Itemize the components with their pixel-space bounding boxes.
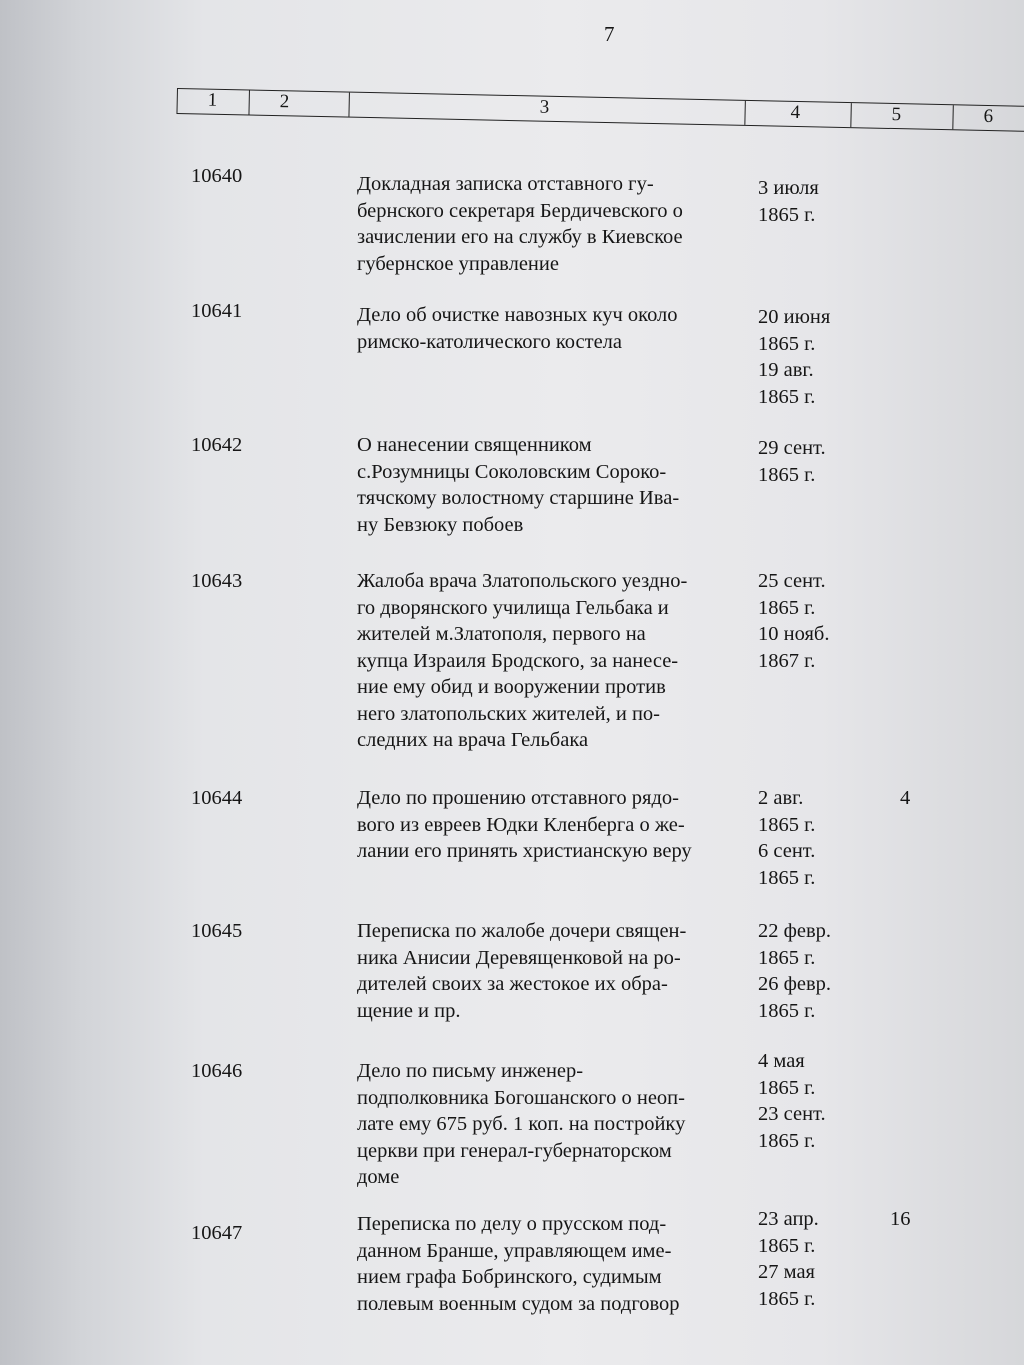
date-line: 1865 г. <box>758 463 816 486</box>
date-line: 20 июня <box>758 306 831 328</box>
date-line: 1865 г. <box>758 596 816 619</box>
record-description <box>357 432 742 538</box>
date-line: 1865 г. <box>758 813 816 836</box>
date-line: 23 сент. <box>758 1103 826 1125</box>
header-col-6: 6 <box>983 105 994 128</box>
header-col-1: 1 <box>177 89 249 115</box>
record-description <box>357 785 742 865</box>
description-line: лании его принять христианскую веру <box>357 840 692 862</box>
description-line: Дело по прошению отставного рядо- <box>357 787 679 809</box>
date-line: 1865 г. <box>758 999 816 1022</box>
header-col-5: 5 <box>851 103 953 129</box>
date-line: 26 февр. <box>758 973 832 995</box>
header-col-2: 2 <box>249 91 349 117</box>
record-number: 10647 <box>191 1222 243 1244</box>
description-line: нием графа Бобринского, судимым <box>357 1266 662 1288</box>
record-dates <box>758 1206 858 1312</box>
description-line: бернского секретаря Бердичевского о <box>357 199 683 222</box>
description-line: Переписка по жалобе дочери священ- <box>357 920 687 942</box>
record-number: 10641 <box>191 300 243 322</box>
description-line: с.Розумницы Соколовским Сороко- <box>357 460 667 483</box>
record-extra: 16 <box>890 1208 911 1230</box>
description-line: следних на врача Гельбака <box>357 729 589 751</box>
date-line: 1865 г. <box>758 332 816 355</box>
record-description <box>357 302 742 355</box>
description-line: вого из евреев Юдки Кленберга о же- <box>357 813 685 836</box>
description-line: дителей своих за жестокое их обра- <box>357 973 668 995</box>
record-description <box>357 568 742 754</box>
description-line: него златопольских жителей, и по- <box>357 702 660 725</box>
date-line: 29 сент. <box>758 437 826 459</box>
date-line: 25 сент. <box>758 570 826 592</box>
description-line: тячскому волостному старшине Ива- <box>357 487 680 509</box>
record-dates <box>758 1048 858 1154</box>
description-line: Переписка по делу о прусском под- <box>357 1213 667 1235</box>
description-line: зачислении его на службу в Киевское <box>357 226 683 248</box>
record-dates <box>758 175 858 228</box>
date-line: 3 июля <box>758 177 819 199</box>
record-number: 10645 <box>191 920 243 942</box>
record-extra: 4 <box>900 787 911 809</box>
table-header <box>176 88 1024 132</box>
page-number: 7 <box>604 22 615 46</box>
description-line: ние ему обид и вооружении против <box>357 676 666 698</box>
description-line: Дело об очистке навозных куч около <box>357 304 678 326</box>
description-line: ну Бевзюку побоев <box>357 513 524 536</box>
description-line: Дело по письму инженер- <box>357 1060 584 1082</box>
date-line: 4 мая <box>758 1050 805 1072</box>
date-line: 1865 г. <box>758 1287 816 1310</box>
header-col-3: 3 <box>349 93 745 125</box>
description-line: го дворянского училища Гельбака и <box>357 596 669 619</box>
description-line: доме <box>357 1166 400 1188</box>
description-line: Докладная записка отставного гу- <box>357 173 654 195</box>
description-line: церкви при генерал-губернаторском <box>357 1139 672 1162</box>
record-number: 10644 <box>191 787 243 809</box>
date-line: 22 февр. <box>758 920 832 942</box>
description-line: лате ему 675 руб. 1 коп. на постройку <box>357 1113 686 1135</box>
description-line: губернское управление <box>357 252 559 275</box>
header-col-4: 4 <box>745 101 851 127</box>
record-number: 10646 <box>191 1060 243 1082</box>
date-line: 1867 г. <box>758 649 816 672</box>
date-line: 1865 г. <box>758 866 816 889</box>
description-line: данном Бранше, управляющем име- <box>357 1239 672 1262</box>
record-dates <box>758 918 858 1024</box>
date-line: 1865 г. <box>758 203 816 226</box>
record-dates <box>758 304 858 410</box>
date-line: 2 авг. <box>758 787 804 809</box>
record-number: 10640 <box>191 165 243 187</box>
description-line: О нанесении священником <box>357 434 592 456</box>
record-description <box>357 918 742 1024</box>
date-line: 1865 г. <box>758 1076 816 1099</box>
description-line: римско-католического костела <box>357 330 622 353</box>
record-dates <box>758 568 858 674</box>
record-number: 10643 <box>191 570 243 592</box>
date-line: 27 мая <box>758 1261 815 1283</box>
date-line: 1865 г. <box>758 385 816 408</box>
record-description <box>357 1058 742 1191</box>
record-dates <box>758 435 858 488</box>
date-line: 1865 г. <box>758 1234 816 1257</box>
description-line: купца Израиля Бродского, за нанесе- <box>357 649 679 672</box>
date-line: 1865 г. <box>758 1129 816 1152</box>
date-line: 10 нояб. <box>758 623 830 645</box>
description-line: полевым военным судом за подговор <box>357 1292 680 1315</box>
description-line: Жалоба врача Златопольского уездно- <box>357 570 688 592</box>
date-line: 6 сент. <box>758 840 816 862</box>
record-number: 10642 <box>191 434 243 456</box>
description-line: щение и пр. <box>357 999 461 1022</box>
record-dates <box>758 785 858 891</box>
description-line: ника Анисии Деревященковой на ро- <box>357 946 681 969</box>
description-line: подполковника Богошанского о неоп- <box>357 1086 685 1109</box>
record-description <box>357 1211 742 1317</box>
date-line: 1865 г. <box>758 946 816 969</box>
record-description <box>357 171 742 277</box>
description-line: жителей м.Златополя, первого на <box>357 623 646 645</box>
date-line: 23 апр. <box>758 1208 819 1230</box>
date-line: 19 авг. <box>758 359 814 381</box>
